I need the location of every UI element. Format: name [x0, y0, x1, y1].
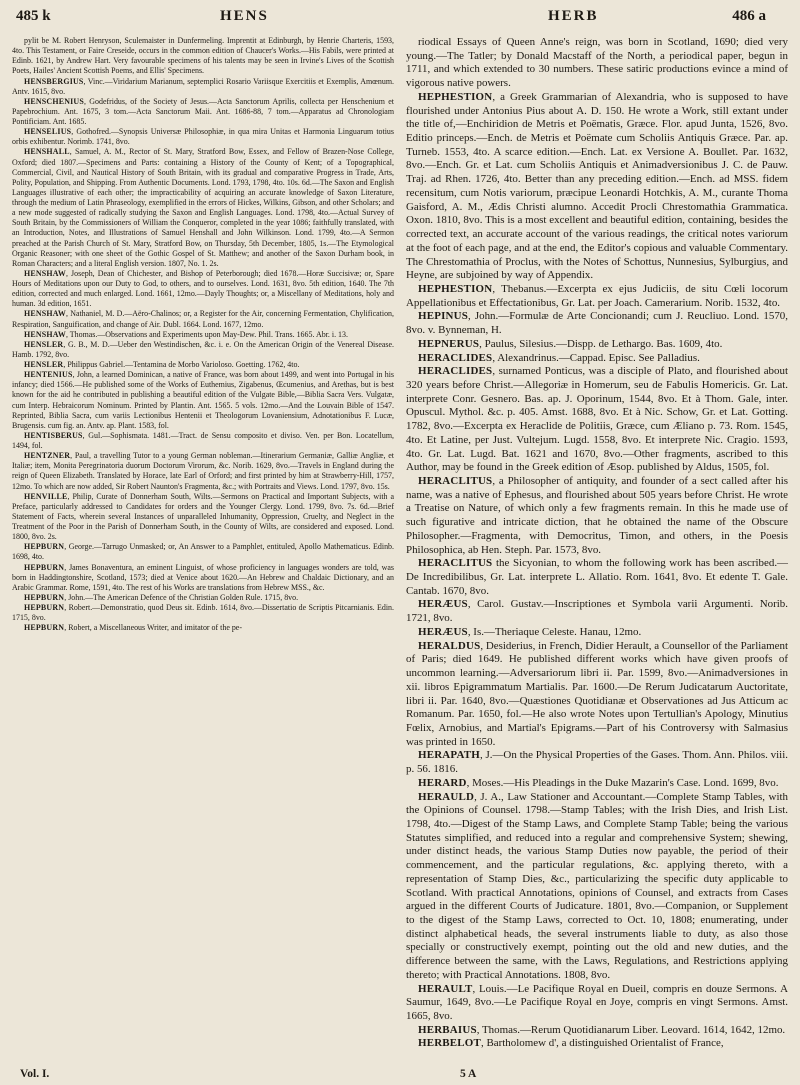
dictionary-entry: HERAULD, J. A., Law Stationer and Accountant.—Complete Stamp Tables, with the Opinions of Counsel. 1798.—Stamp Tables; with the Irish Dies, and Irish List. 1798, 4to.—Digest of the Stamp Laws, and Complete Stamp Table; being the various Statutes simplified, and reduced into a regular and comprehensive System; shewing, under distinct heads, the various Stamp Duties now payable, the period of their commencement, and the particular regulations, &c. applying thereto, with a representation of Stamp Dies, &c., particularizing the specific duty applicable to Scotland. With practical Annotations, opinions of Counsel, and extracts from Cases argued in the different Courts of Judicature. 1801, 8vo.—Companion, or Supplement to the digest of the Stamp Laws, corrected to Oct. 10, 1808; enumerating, under distinct alphabetical heads, the several instruments liable to duty, as also those specially or constructively exempt, pointing out the old and new duties, and the difference between the same, with the Laws, Regulations, and Restrictions applying thereto; with Practical Annotations. 1808, 8vo.: [406, 790, 788, 981]
page-number-left: 485 k: [16, 8, 51, 24]
entry-headword: HEPBURN: [24, 603, 65, 612]
entry-headword: HENSHAW: [24, 268, 66, 278]
entry-headword: HERÆUS: [418, 598, 468, 611]
dictionary-entry: HEPBURN, George.—Tarrugo Unmasked; or, An Answer to a Pamphlet, entituled, Apollo Mathematicus. Edinb. 1698, 4to.: [12, 542, 394, 562]
entry-headword: HEPBURN: [24, 623, 65, 633]
dictionary-entry: HENVILLE, Philip, Curate of Donnerham South, Wilts.—Sermons on Practical and Important Subjects, with a Preface, particularly addressed to Candidates for orders and the Younger Clergy. Lond. 1799, 8vo. 7s. 6d.—Brief Statement of Facts, wherein several Instances of unparalleled Inhumanity, Oppression, Cruelty, and Neglect in the Treatment of the Poor in the Parish of Donnerham South, in the County of Wilts, are considered and exposed. Lond. 1800, 8vo. 2s.: [12, 491, 394, 542]
dictionary-entry: HENSLER, Philippus Gabriel.—Tentamina de Morbo Varioloso. Goetting. 1762, 4to.: [24, 360, 300, 369]
entry-headword: HERAPATH: [418, 749, 480, 762]
entry-headword: HERAULT: [418, 982, 473, 995]
entry-headword: HENSLER: [24, 360, 64, 369]
dictionary-entry: HENSHAW, Thomas.—Observations and Experiments upon May-Dew. Phil. Trans. 1665. Abr. i. 13.: [24, 329, 348, 339]
entry-headword: HERACLITUS: [418, 475, 493, 487]
dictionary-entry: HENSHAW, Nathaniel, M. D.—Aëro-Chalinos; or, a Register for the Air, concerning Fermentation, Chylification, Respiration, Sanguification, and change of Air. Dubl. 1664. Lond. 1677, 12mo.: [12, 309, 394, 329]
dictionary-entry: HEPBURN, James Bonaventura, an eminent Linguist, of whose proficiency in languages wonders are told, was born in Haddingtonshire, Scotland, 1573; died at Venice about 1620.—An Hebrew and Chaldaic Dictionary, and an Arabic Grammar. Rome, 1591, 4to. The rest of his Works are translations from Hebrew MSS., &c.: [12, 562, 394, 592]
entry-headword: HEPINUS: [418, 310, 469, 323]
signature-mark: 5 A: [460, 1068, 477, 1080]
entry-headword: HEPNERUS: [418, 337, 480, 350]
running-head-right: HERB: [548, 8, 599, 24]
entry-headword: HENSHALL: [24, 147, 70, 157]
dictionary-entry: HENTZNER, Paul, a travelling Tutor to a young German nobleman.—Itinerarium Germaniæ, Galliæ Angliæ, et Italiæ; item, Monita Peregrinatoria duorum Doctorum Virorum, &c. Norib. 1629, 8vo.—Travels in England during the reign of Queen Elizabeth. Translated by Horace, late Earl of Orford; and first printed by him at Strawberry-Hill, 1757, 12mo. To which are now added, Sir Robert Naunton's Fragmenta, &c.; with Portraits and Views. Lond. 1797, 8vo. 15s.: [12, 451, 394, 491]
dictionary-entry: HENSHALL, Samuel, A. M., Rector of St. Mary, Stratford Bow, Essex, and Fellow of Brazen-Nose College, Oxford; died 1807.—Specimens and Parts: containing a History of the County of Kent; of a Topographical, Commercial, Civil, and Nautical History of South Britain, with its gradual and comparative Progress in Trade, Arts, Polity, Population, and Shipping. From Authentic Documents. Lond. 1793, 1798, 4to. 10s. 6d.—The Saxon and English Languages illustrative of each other; the impracticability of acquiring an accurate knowledge of Saxon Literature, through the medium of Latin Phraseology, exemplified in the errors of Hickes, Wilkins, Gibson, and other Scholars; and a new mode suggested of radically studying the Saxon and English Languages. Lond. 1798, 4to.—Actual Survey of South Britain, by the Commissioners of William the Conqueror, completed in the year 1086; faithfully translated, with an Introduction, Notes, and Illustrations of Samuel Henshall and John Wilkinson. Lond. 1799, 4to.—A Sermon preached at the Parish Church of St. Mary, Stratford Bow, on Thursday, 5th December, 1805, 1s.—The Etymological Organic Reasoner; with one sheet of the Gothic Gospel of St. Matthew; and another of the Saxon Durham book, in Roman Characters; and a literal English version. 1807, No. 1. 2s.: [12, 147, 394, 268]
dictionary-entry: HENSCHENIUS, Godefridus, of the Society of Jesus.—Acta Sanctorum Aprilis, collecta per Henschenium et Papebrochium. Ant. 1675, 3 tom.—Acta Sanctorum Maii. Ant. 1686-88, 7 tom.—Apparatus ad Chronologiam Pontificiam. Ant. 1685.: [12, 96, 394, 126]
entry-headword: HENSHAW: [24, 309, 66, 319]
right-column: [406, 36, 788, 1051]
dictionary-entry: HERACLIDES, surnamed Ponticus, was a disciple of Plato, and flourished about 320 years before Christ.—Allegoriæ in Homerum, seu de Fabulis Homericis. Gr. Lat. interprete Conr. Gesnero. Bas. ap. J. Oporinum, 1544, 8vo. Et à Thom. Gale, inter. Opuscul. Mythol. &c. p. 405. Amst. 1688, 8vo. Et à Nic. Schow, Gr. et Lat. Gotting. 1782, 8vo.—Excerpta ex Heraclide de Politiis, Græce, cum Æliano p. 73. Rom. 1545, 4to. Et Latine, per Just. Vultejum. Lugd. 1558, 8vo. Et interprete Nic. Cragio. 1593, 4to. Gr. Lat. Lugd. Bat. 1621 and 1670, 8vo.—Other fragments, ascribed to this Author, may be found in the Greek edition of Æsop. published by Aldus, 1505, fol.: [406, 365, 788, 474]
entry-headword: HERACLIDES: [418, 365, 493, 378]
dictionary-entry: HENTENIUS, John, a learned Dominican, a native of France, was born about 1499, and went into Portugal in his infancy; died 1566.—He published some of the Works of Euthemius, Zigabenus, Œcumenius, and Arethas, but is best known for the aid he contributed in publishing a beautiful edition of the Vulgate Bible,—Biblia Sacra Vers. Vulgatæ, cum Interp. Hebraicorum Nominum. Printed by Plantin. Ant. 1565. 5 vols. 12mo.—And the Louvain Bible of 1547. Reprinted, Biblia Sacra, cum variis Lectionibus Hentenii et Theologorum Lovaniensium, Adnotationibus F. Lucæ, Brugensis. cum fig. an. Antv. ap. Plant. 1583, fol.: [12, 370, 394, 430]
entry-headword: HENVILLE: [24, 491, 68, 501]
dictionary-entry: HENSLER, G. B., M. D.—Ueber den Westindischen, &c. i. e. On the American Origin of the Venereal Disease. Hamb. 1792, 8vo.: [12, 339, 394, 359]
dictionary-entry: HEPINUS, John.—Formulæ de Arte Concionandi; cum J. Reucliuo. Lond. 1570, 8vo. v. Bynneman, H.: [406, 310, 788, 337]
entry-headword: HEPHESTION: [418, 90, 493, 103]
dictionary-entry: HEPHESTION, a Greek Grammarian of Alexandria, who is supposed to have flourished under Antonius Pius about A. D. 150. He wrote a Work, still extant under the title of,—Enchiridion de Metris et Poëmatis, Græce. Flor. apud Junta, 1526, 8vo. Editio princeps.—Ench. de Metris et Poëmate cum Scholiis Antiquis Græce. Par. ap. Turneb. 1553, 4to. A scarce edition.—Ench. Lat. ex Versione A. Boullet. Par. 1632, 8vo.—Ench. Gr. et Lat. cum Scholiis Antiquis et Animadversionibus J. C. de Pauw. Traj. ad Rhen. 1726, 4to. Better than any preceding edition.—Ench. ad MSS. fidem recensitum, cum Notis variorum, præcipue Leonardi Hotchkis, A. M., curante Thoma Gaisford, A. M., Ædis Christi alumno. Accedit Procli Chrestomathia Grammatica. Oxon. 1810, 8vo. This is a most excellent and beautiful edition, containing, besides the corrected text, an accurate account of the various readings, the critical notes variorum at the foot of each page, and at the end, the Editor's copious and valuable Commentary. The Chrestomathia of Proclus, with the Notes of Schottus, Nunnesius, Sylburgius, and Heyne, are subjoined by way of Appendix.: [406, 90, 788, 282]
dictionary-entry: HEPBURN, Robert.—Demonstratio, quod Deus sit. Edinb. 1614, 8vo.—Dissertatio de Scriptis Pitcarnianis. Edin. 1715, 8vo.: [12, 603, 394, 623]
left-column: [12, 36, 394, 1051]
entry-headword: HERBELOT: [418, 1037, 481, 1050]
dictionary-entry: HENSELIUS, Gothofred.—Synopsis Universæ Philosophiæ, in qua mira Unitas et Harmonia Linguarum totius orbis exhibentur. Norimb. 1741, 8vo.: [12, 127, 394, 147]
entry-headword: HEPBURN: [24, 562, 65, 572]
entry-headword: HERACLITUS: [418, 557, 493, 570]
dictionary-entry: HERBAIUS, Thomas.—Rerum Quotidianarum Liber. Leovard. 1614, 1642, 12mo.: [418, 1023, 786, 1036]
entry-headword: HEPBURN: [24, 592, 65, 602]
dictionary-entry: HERACLITUS, a Philosopher of antiquity, and founder of a sect called after his name, was a native of Ephesus, and flourished about 505 years before Christ. He wrote a Treatise on Nature, of which only a few fragments remain. In this he made use of such figurative and intricate diction, that he obtained the name of the Obscure Philosopher.—Fragmenta, with Democritus, Timon, and others, in the Poesis Philosophica, ab Hen. Steph. Par. 1573, 8vo.: [406, 475, 788, 556]
dictionary-entry: HERÆUS, Is.—Theriaque Celeste. Hanau, 12mo.: [418, 625, 642, 638]
entry-headword: HERÆUS: [418, 625, 468, 638]
entry-headword: HERBAIUS: [418, 1023, 477, 1036]
entry-headword: HERARD: [418, 776, 467, 789]
entry-headword: HENTZNER: [24, 451, 71, 461]
dictionary-entry: HERACLITUS the Sicyonian, to whom the following work has been ascribed.—De Incredibilibus, Gr. Lat. interprete L. Allatio. Rom. 1641, 8vo. Et edente T. Gale. Cantab. 1670, 8vo.: [406, 557, 788, 597]
page-number-right: 486 a: [732, 8, 766, 24]
entry-headword: HENTISBERUS: [24, 430, 83, 440]
dictionary-entry: pylit be M. Robert Henryson, Sculemaister in Dunfermeling. Imprentit at Edinburgh, by Henrie Charteris, 1593, 4to. This Testament, or Faire Creseide, occurs in the common edition of Chaucer's Works.—His Fabils, were printed at Edinb. 1621, by Andrew Hart. Very favourable specimens of his talents may be seen in Irvine's Lives of the Scottish Poets, Hailes' Ancient Scottish Poems, and Ellis' Specimens.: [12, 36, 394, 76]
entry-headword: HENSELIUS: [24, 127, 72, 137]
dictionary-entry: HERÆUS, Carol. Gustav.—Inscriptiones et Symbola varii Argumenti. Norib. 1721, 8vo.: [406, 598, 788, 625]
dictionary-entry: HEPHESTION, Thebanus.—Excerpta ex ejus Judiciis, de situ Cœli locorum Appellationibus et Effectationibus, Gr. Lat. per Joach. Camerarium. Norib. 1532, 4to.: [406, 282, 788, 309]
dictionary-entry: HEPNERUS, Paulus, Silesius.—Dispp. de Lethargo. Bas. 1609, 4to.: [418, 337, 723, 350]
dictionary-entry: HEPBURN, John.—The American Defence of the Christian Golden Rule. 1715, 8vo.: [24, 592, 299, 602]
text-columns: [12, 36, 788, 1051]
entry-headword: HENSLER: [24, 339, 64, 349]
entry-headword: HERACLIDES: [418, 351, 493, 364]
entry-headword: HERALDUS: [418, 639, 481, 652]
dictionary-entry: HENTISBERUS, Gul.—Sophismata. 1481.—Tract. de Sensu composito et diviso. Ven. per Bon. Locatellum, 1494, fol.: [12, 430, 394, 450]
entry-headword: HENSHAW: [24, 329, 66, 339]
dictionary-entry: HENSHAW, Joseph, Dean of Chichester, and Bishop of Peterborough; died 1678.—Horæ Succisivæ; or, Spare Hours of Meditations upon our Duty to God, to others, and to ourselves. Lond. 1631, 8vo. 5th edition, 1640. The 7th edition, corrected and much enlarged. Lond. 1661, 12mo.—Dayly Thoughts; or, a Miscellany of Meditations, holy and human. 3d edition, 1651.: [12, 268, 394, 309]
dictionary-entry: HERALDUS, Desiderius, in French, Didier Herault, a Counsellor of the Parliament of Paris; died 1649. He published different works which have given proofs of uncommon learning.—Adversariorum libri ii. Par. 1599, 8vo.—Animadversiones in xii. libros Epigrammatum Martialis. Par. 1600.—De Rerum Judicatarum Auctoritate, libri ii. Par. 1640, 8vo.—Quæstiones Quotidianæ et Observationes ad Jus Atticum ac Romanum. Par. 1650, fol.—He also wrote Notes upon Tertullian's Apology, Minutius Fœlix, Arnobius, and Martial's Epigrams.—Part of his Controversy with Salmasius was printed in 1650.: [406, 639, 788, 748]
entry-headword: HENTENIUS: [24, 370, 73, 380]
dictionary-entry: HERACLIDES, Alexandrinus.—Cappad. Episc. See Palladius.: [418, 351, 700, 364]
page-header: [12, 6, 790, 30]
dictionary-entry: HERAULT, Louis.—Le Pacifique Royal en Dueil, compris en douze Sermons. A Saumur, 1649, 8vo.—Le Pacifique Royal en Joye, compris en vingt Sermons. Amst. 1665, 8vo.: [406, 982, 788, 1023]
dictionary-entry: HERARD, Moses.—His Pleadings in the Duke Mazarin's Case. Lond. 1699, 8vo.: [418, 776, 779, 789]
entry-headword: HENSBERGIUS: [24, 76, 84, 86]
entry-headword: HENSCHENIUS: [24, 96, 84, 106]
dictionary-entry: HERBELOT, Bartholomew d', a distinguished Orientalist of France,: [418, 1037, 724, 1050]
dictionary-entry: HENSBERGIUS, Vinc.—Viridarium Marianum, septemplici Rosario Variisque Exercitiis et Exemplis, Amœnum. Antv. 1615, 8vo.: [12, 76, 394, 96]
entry-headword: HEPBURN: [24, 542, 65, 552]
running-head-left: HENS: [220, 8, 269, 24]
dictionary-entry: HERAPATH, J.—On the Physical Properties of the Gases. Thom. Ann. Philos. viii. p. 56. 1816.: [406, 749, 788, 776]
dictionary-entry: HEPBURN, Robert, a Miscellaneous Writer, and imitator of the pe-: [24, 623, 242, 633]
dictionary-entry: riodical Essays of Queen Anne's reign, was born in Scotland, 1690; died very young.—The Tatler; by Donald Macstaff of the North, a periodical paper, begun in 1711, and which extended to 30 numbers. These satiric productions evince a mind of vigorous native powers.: [406, 36, 788, 90]
entry-headword: HERAULD: [418, 790, 475, 803]
volume-label: Vol. I.: [20, 1068, 50, 1080]
entry-headword: HEPHESTION: [418, 282, 493, 295]
